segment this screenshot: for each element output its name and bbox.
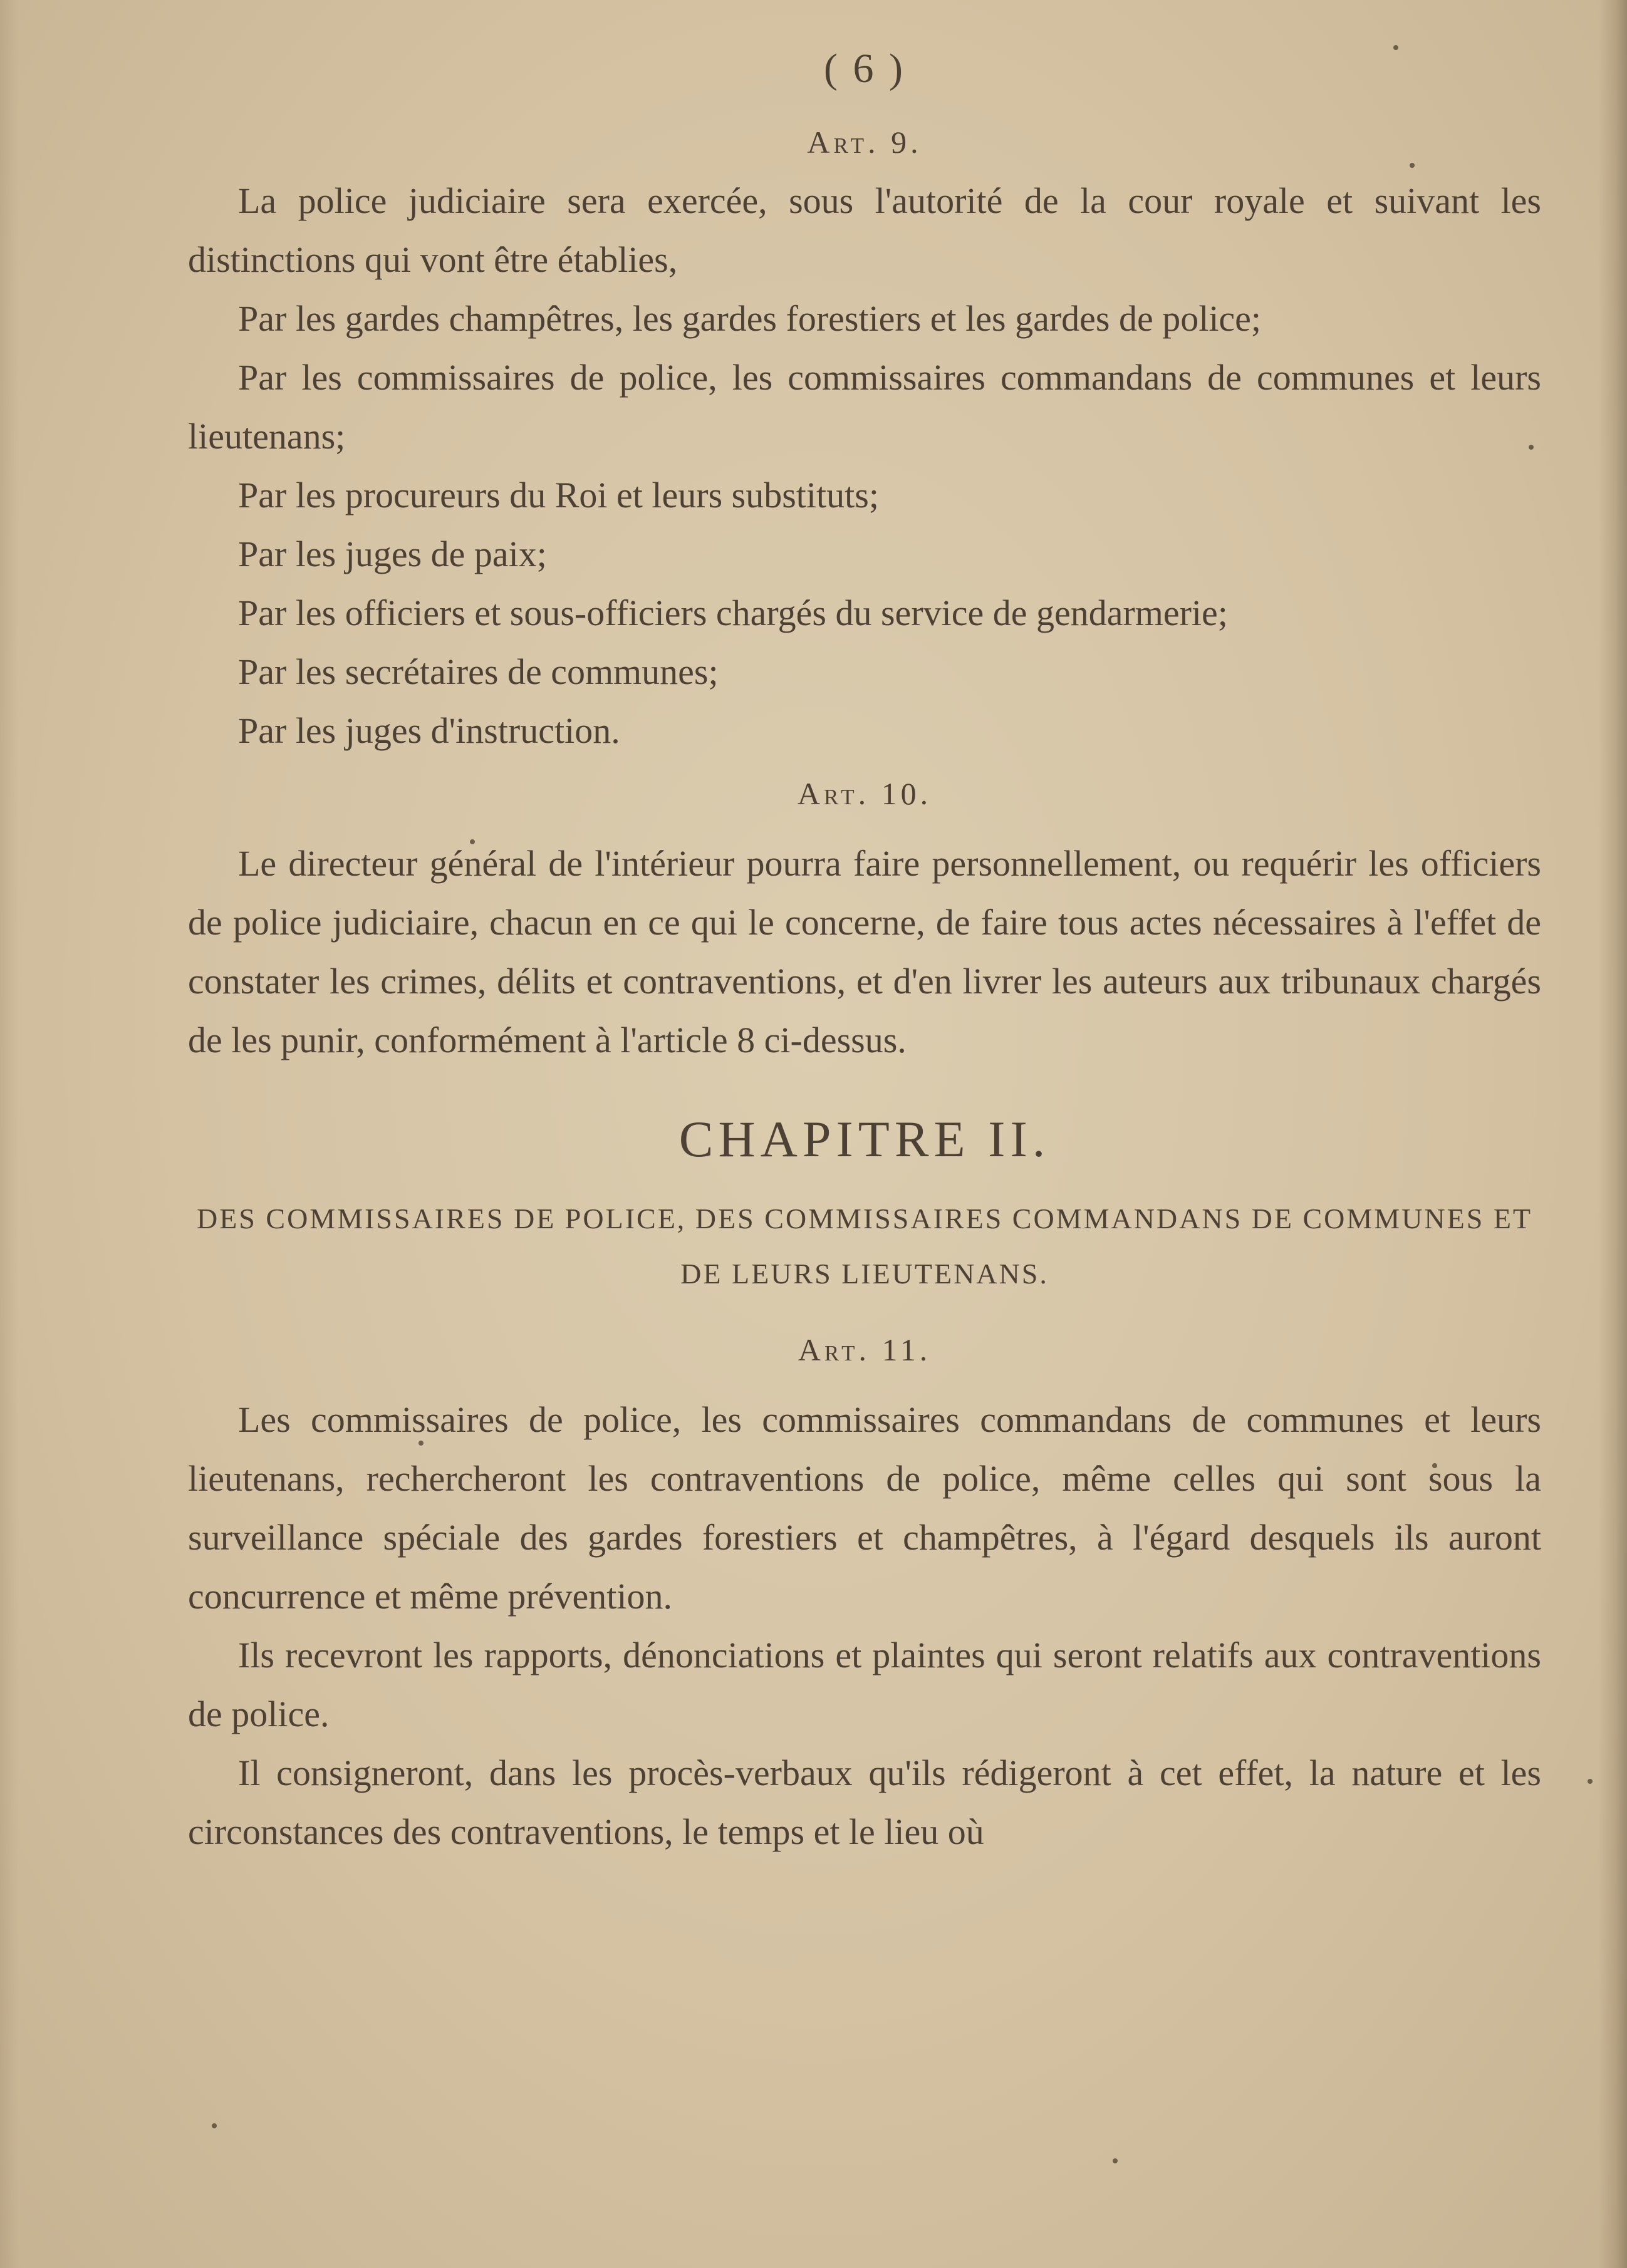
- foxing-speck: [1588, 1779, 1593, 1784]
- article-9-item: Par les gardes champêtres, les gardes forestiers et les gardes de police;: [238, 298, 1262, 339]
- page-left-edge-shadow: [0, 0, 19, 2268]
- article-10-heading: Art. 10.: [797, 776, 932, 811]
- article-9-heading: Art. 9.: [807, 125, 922, 160]
- article-11-heading: Art. 11.: [798, 1332, 932, 1367]
- article-9-item: Par les secrétaires de communes;: [238, 651, 719, 692]
- page-text: [188, 38, 1541, 1862]
- article-9-item: Par les juges d'instruction.: [238, 710, 620, 751]
- article-9-item: Par les commissaires de police, les commissaires commandans de communes et leurs lieutenans;: [188, 357, 1541, 457]
- foxing-speck: [1113, 2158, 1118, 2163]
- article-9-intro: La police judiciaire sera exercée, sous l'autorité de la cour royale et suivant les distinctions qui vont être établies,: [188, 180, 1541, 280]
- article-9-item: Par les juges de paix;: [238, 534, 547, 574]
- page-right-edge-shadow: [1598, 0, 1627, 2268]
- article-11-paragraph: Les commissaires de police, les commissaires commandans de communes et leurs lieutenans, rechercheront les contraventions de police, même celles qui sont sous la surveillance spéciale des gardes forestiers et champêtres, à l'égard desquels ils auront concurrence et même prévention.: [188, 1399, 1541, 1617]
- article-10-text: Le directeur général de l'intérieur pourra faire personnellement, ou requérir les officiers de police judiciaire, chacun en ce qui le concerne, de faire tous actes nécessaires à l'effet de constater les crimes, délits et contraventions, et d'en livrer les auteurs aux tribunaux chargés de les punir, conformément à l'article 8 ci-dessus.: [188, 843, 1541, 1060]
- foxing-speck: [212, 2123, 217, 2128]
- page-number: ( 6 ): [824, 46, 905, 91]
- chapter-title: CHAPITRE II.: [678, 1111, 1051, 1168]
- article-9-item: Par les procureurs du Roi et leurs substituts;: [238, 475, 879, 515]
- article-11-paragraph: Il consigneront, dans les procès-verbaux qu'ils rédigeront à cet effet, la nature et les circonstances des contraventions, le temps et le lieu où: [188, 1753, 1541, 1852]
- article-9-item: Par les officiers et sous-officiers chargés du service de gendarmerie;: [238, 593, 1228, 633]
- article-11-paragraph: Ils recevront les rapports, dénonciations et plaintes qui seront relatifs aux contraventions de police.: [188, 1635, 1541, 1734]
- chapter-subtitle: DES COMMISSAIRES DE POLICE, DES COMMISSAIRES COMMANDANS DE COMMUNES ET DE LEURS LIEUTENANS.: [196, 1203, 1533, 1290]
